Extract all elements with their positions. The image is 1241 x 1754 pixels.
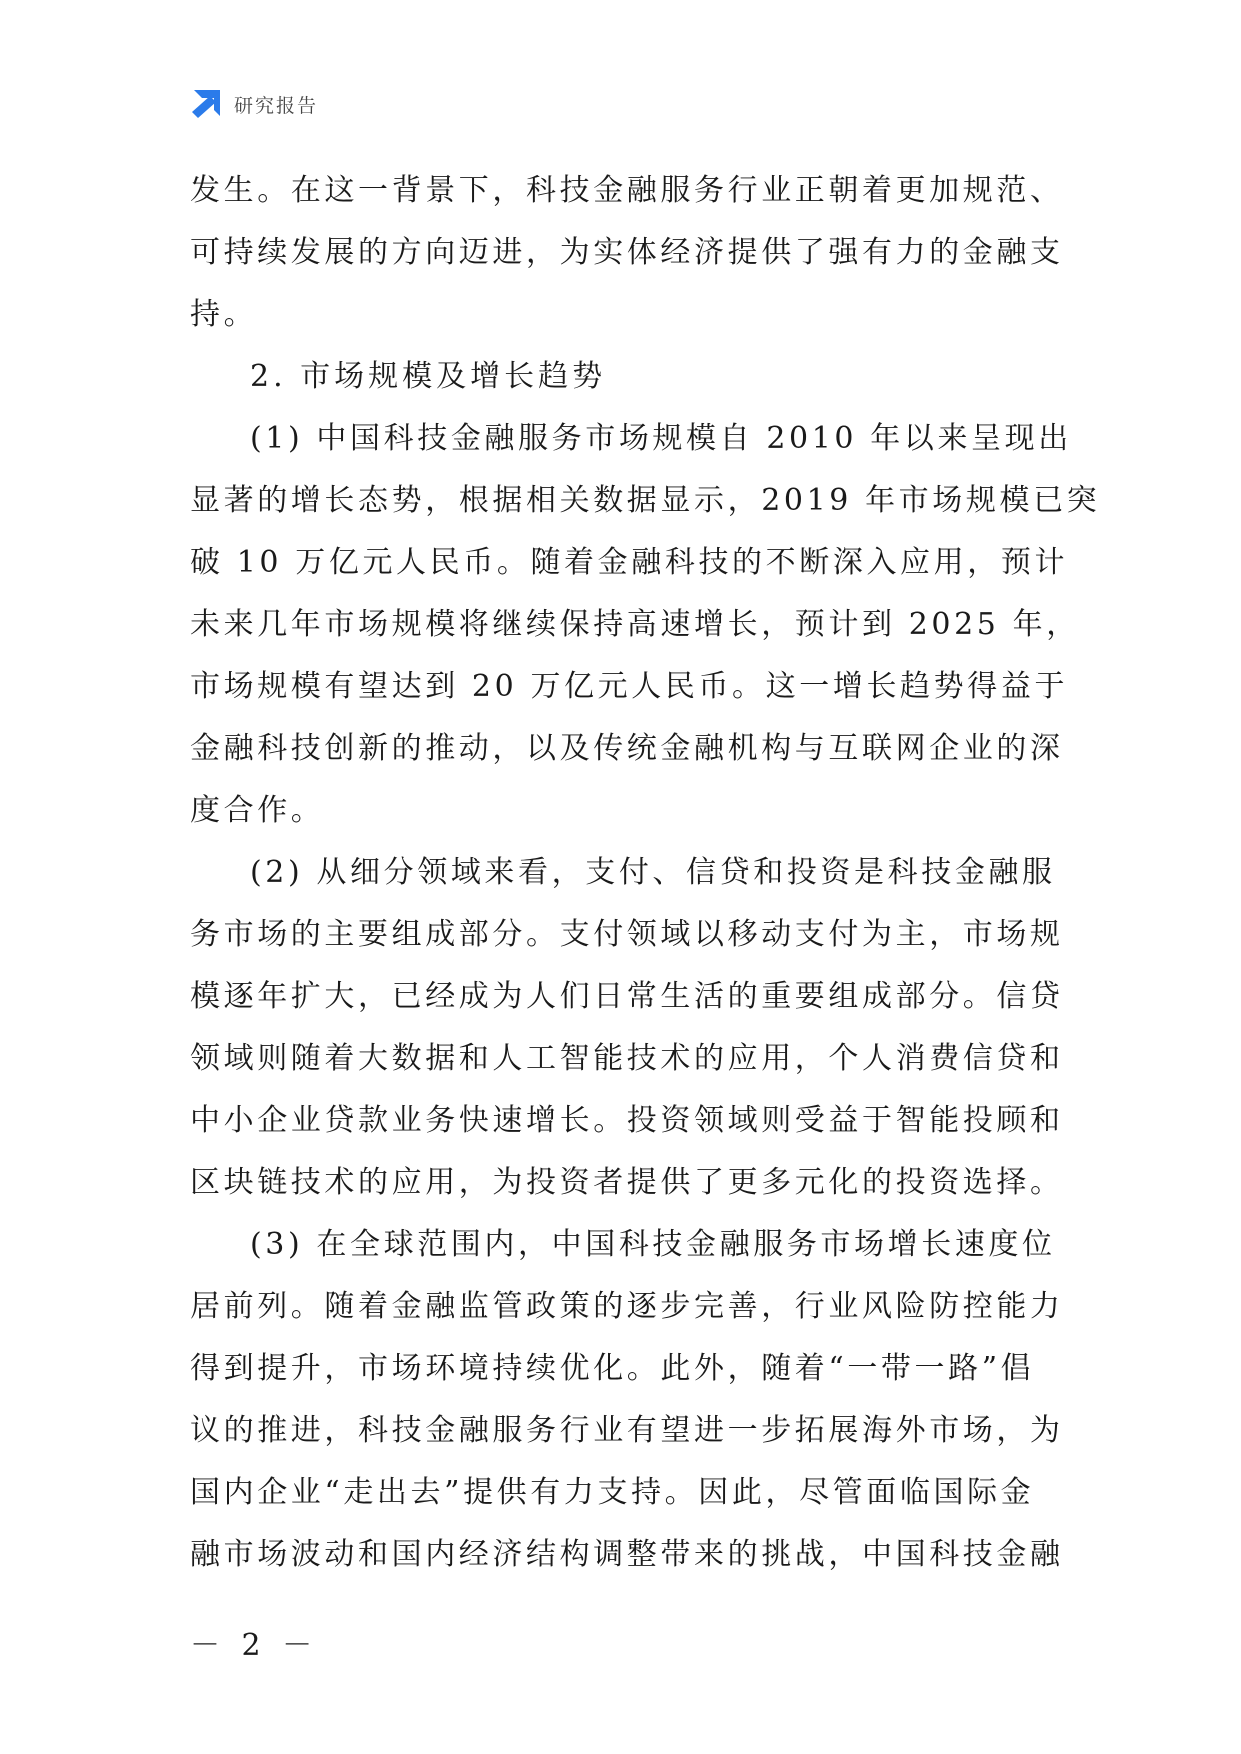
report-label: 研究报告 — [234, 94, 319, 117]
body-line: 议的推进，科技金融服务行业有望进一步拓展海外市场，为 — [190, 1413, 1064, 1448]
body-line: 度合作。 — [190, 793, 325, 828]
body-line: 国内企业“走出去”提供有力支持。因此，尽管面临国际金 — [190, 1475, 1035, 1510]
body-line: 务市场的主要组成部分。支付领域以移动支付为主，市场规 — [190, 917, 1064, 952]
body-line: 显著的增长态势，根据相关数据显示，2019 年市场规模已突 — [190, 483, 1101, 518]
body-line: 得到提升，市场环境持续优化。此外，随着“一带一路”倡 — [190, 1351, 1035, 1386]
body-line: 破 10 万亿元人民币。随着金融科技的不断深入应用，预计 — [190, 545, 1069, 580]
body-line: 可持续发展的方向迈进，为实体经济提供了强有力的金融支 — [190, 235, 1064, 270]
document-body — [190, 160, 1101, 1586]
body-line: 模逐年扩大，已经成为人们日常生活的重要组成部分。信贷 — [190, 979, 1064, 1014]
page-header — [190, 88, 318, 120]
arrow-up-right-icon — [190, 88, 222, 120]
body-line: 未来几年市场规模将继续保持高速增长，预计到 2025 年， — [190, 607, 1080, 642]
body-line: 居前列。随着金融监管政策的逐步完善，行业风险防控能力 — [190, 1289, 1064, 1324]
section-heading: 2. 市场规模及增长趋势 — [250, 359, 607, 394]
body-line: (1) 中国科技金融服务市场规模自 2010 年以来呈现出 — [250, 421, 1072, 456]
body-line: (3) 在全球范围内，中国科技金融服务市场增长速度位 — [250, 1227, 1056, 1262]
body-line: (2) 从细分领域来看，支付、信贷和投资是科技金融服 — [250, 855, 1056, 890]
body-line: 融市场波动和国内经济结构调整带来的挑战，中国科技金融 — [190, 1537, 1064, 1572]
page-number: － 2 － — [190, 1628, 319, 1663]
body-line: 金融科技创新的推动，以及传统金融机构与互联网企业的深 — [190, 731, 1064, 766]
body-line: 中小企业贷款业务快速增长。投资领域则受益于智能投顾和 — [190, 1103, 1064, 1138]
body-line: 发生。在这一背景下，科技金融服务行业正朝着更加规范、 — [190, 173, 1064, 208]
body-line: 领域则随着大数据和人工智能技术的应用，个人消费信贷和 — [190, 1041, 1064, 1076]
body-line: 市场规模有望达到 20 万亿元人民币。这一增长趋势得益于 — [190, 669, 1069, 704]
body-line: 区块链技术的应用，为投资者提供了更多元化的投资选择。 — [190, 1165, 1064, 1200]
body-line: 持。 — [190, 297, 258, 332]
